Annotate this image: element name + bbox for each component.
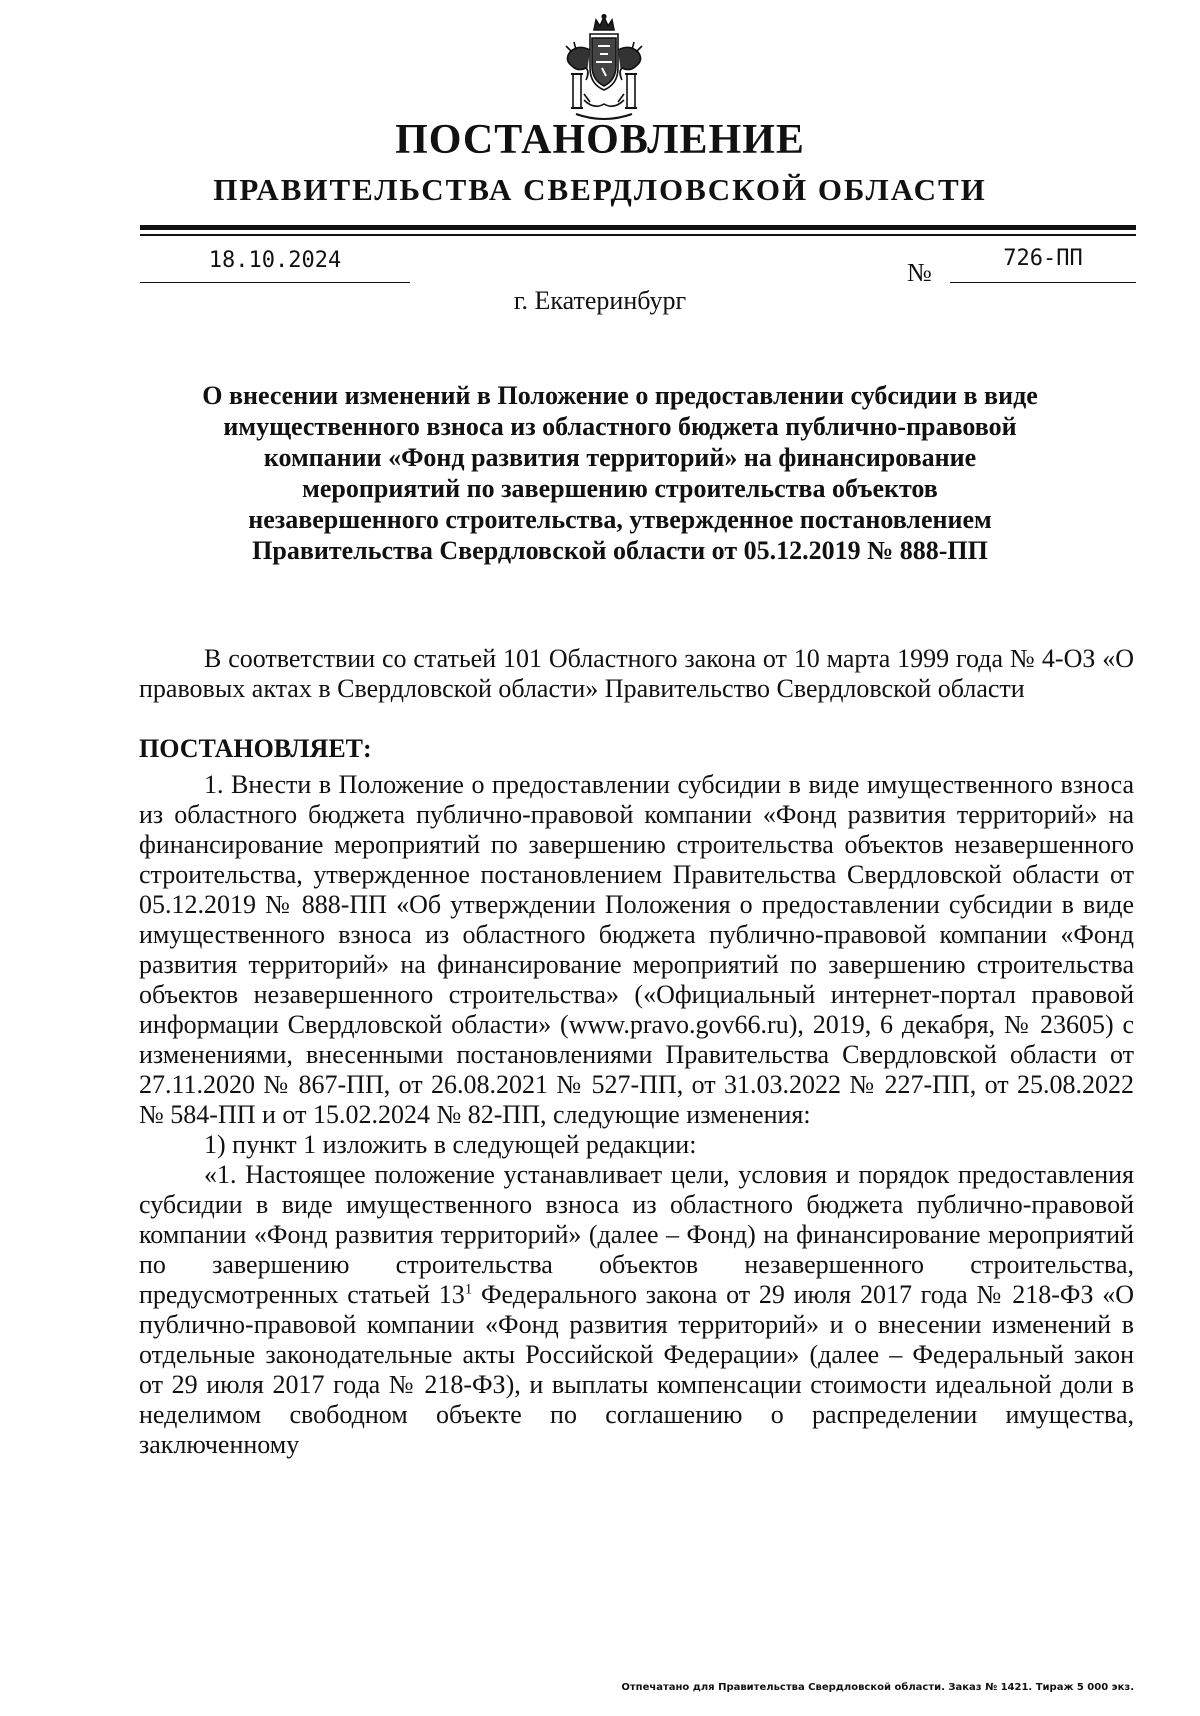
coat-of-arms-emblem (556, 14, 652, 122)
title-line: Правительства Свердловской области от 05.12.2019 № 888-ПП (252, 536, 988, 565)
body-paragraph-3 (139, 1160, 1134, 1460)
print-imprint: Отпечатано для Правительства Свердловской области. Заказ № 1421. Тираж 5 000 экз. (621, 1682, 1134, 1693)
title-line: мероприятий по завершению строительства объектов (302, 474, 938, 503)
superscript-index: 1 (464, 1281, 473, 1298)
document-body (139, 770, 1134, 1460)
header-divider-thick (140, 225, 1136, 230)
body-paragraph-1: 1. Внести в Положение о предоставлении субсидии в виде имущественного взноса из областного бюджета публично-правовой компании «Фонд развития территорий» на финансирование мероприятий по завершению строительства объектов незавершенного строительства, утвержденное постановлением Правительства Свердловской области от 05.12.2019 № 888-ПП «Об утверждении Положения о предоставлении субсидии в виде имущественного взноса из областного бюджета публично-правовой компании «Фонд развития территорий» на финансирование мероприятий по завершению строительства объектов незавершенного строительства» («Официальный интернет-портал правовой информации Свердловской области» (www.pravo.gov66.ru), 2019, 6 декабря, № 23605) с изменениями, внесенными постановлениями Правительства Свердловской области от 27.11.2020 № 867-ПП, от 26.08.2021 № 527-ПП, от 31.03.2022 № 227-ПП, от 25.08.2022 № 584-ПП и от 15.02.2024 № 82-ПП, следующие изменения: (139, 770, 1134, 1129)
body-paragraph-2: 1) пункт 1 изложить в следующей редакции: (204, 1130, 697, 1159)
issue-city: г. Екатеринбург (513, 286, 687, 315)
document-date: 18.10.2024 (208, 248, 342, 273)
date-underline (140, 282, 410, 283)
document-type: ПОСТАНОВЛЕНИЕ (395, 117, 805, 163)
decree-heading: ПОСТАНОВЛЯЕТ: (139, 734, 372, 763)
document-number: 726-ПП (1003, 246, 1083, 271)
title-line: имущественного взноса из областного бюджета публично-правовой (223, 412, 1017, 441)
header-divider-thin (140, 234, 1136, 236)
document-issuer: ПРАВИТЕЛЬСТВА СВЕРДЛОВСКОЙ ОБЛАСТИ (213, 172, 987, 207)
title-line: О внесении изменений в Положение о предоставлении субсидии в виде (202, 381, 1038, 410)
number-underline (950, 282, 1136, 283)
title-line: компании «Фонд развития территорий» на финансирование (263, 443, 977, 472)
document-title (150, 380, 1090, 566)
number-sign: № (907, 258, 932, 287)
paragraph-text: Федерального закона от 29 июля 2017 года № 218-ФЗ «О публично-правовой компании «Фонд развития территорий» и о внесении изменений в отдельные законодательные акты Российской Федерации» (далее – Федеральный закон от 29 июля 2017 года № 218-ФЗ), и выплаты компенсации стоимости идеальной доли в неделимом свободном объекте по соглашению о распределении имущества, заключенному (139, 1280, 1134, 1459)
title-line: незавершенного строительства, утвержденное постановлением (248, 505, 992, 534)
paragraph-text: «1. Настоящее положение устанавливает цели, условия и порядок предоставления субсидии в виде имущественного взноса из областного бюджета публично-правовой компании «Фонд развития территорий» (далее – Фонд) на финансирование мероприятий по завершению строительства объектов незавершенного строительства, предусмотренных статьей 13 (139, 1160, 1134, 1309)
preamble-paragraph: В соответствии со статьей 101 Областного закона от 10 марта 1999 года № 4-ОЗ «О правовых актах в Свердловской области» Правительство Свердловской области (139, 644, 1134, 703)
